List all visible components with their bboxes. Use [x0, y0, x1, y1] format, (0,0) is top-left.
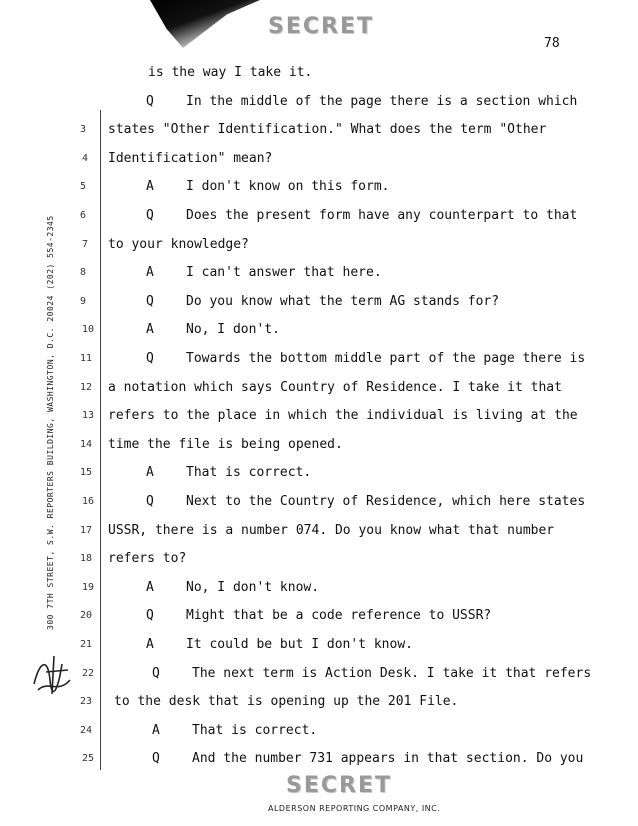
- speaker-label: A: [146, 637, 154, 652]
- transcript-line: refers to?: [108, 551, 187, 567]
- line-number: 13: [82, 410, 95, 422]
- transcript-line: I don't know on this form.: [186, 179, 390, 195]
- speaker-label: A: [146, 579, 154, 595]
- line-number: 20: [80, 610, 93, 622]
- line-number: 6: [80, 210, 87, 221]
- speaker-label: Q: [146, 208, 154, 223]
- line-number: 25: [82, 753, 95, 765]
- speaker-label: A: [146, 322, 154, 338]
- transcript-line: No, I don't.: [186, 322, 280, 338]
- transcript-line: Identification" mean?: [108, 150, 273, 166]
- speaker-label: Q: [146, 351, 154, 366]
- transcript-line: to your knowledge?: [108, 236, 249, 252]
- speaker-label: A: [146, 179, 154, 195]
- line-number: 24: [80, 724, 93, 736]
- line-number: 9: [80, 295, 87, 307]
- transcript-line: USSR, there is a number 074. Do you know what that number: [108, 522, 555, 538]
- scan-shadow: [150, 0, 260, 48]
- initials-signature-icon: [28, 650, 76, 698]
- transcript-line: No, I don't know.: [186, 579, 320, 595]
- transcript-line: It could be but I don't know.: [186, 637, 413, 652]
- classification-stamp-bottom: SECRET: [286, 773, 392, 798]
- line-number: 14: [80, 438, 93, 450]
- transcript-line: time the file is being opened.: [108, 436, 343, 452]
- speaker-label: Q: [146, 494, 154, 509]
- transcript-line: is the way I take it.: [148, 65, 313, 80]
- page-number: 78: [544, 36, 560, 51]
- reporter-address: 300 7TH STREET, S.W. REPORTERS BUILDING, WASHINGTON, D.C. 20024 (202) 554-2345: [46, 215, 55, 630]
- transcript-line: refers to the place in which the individual is living at the: [108, 408, 578, 424]
- speaker-label: Q: [146, 93, 154, 109]
- transcript-line: a notation which says Country of Residence. I take it that: [108, 379, 562, 395]
- transcript-line: Do you know what the term AG stands for?: [186, 293, 500, 309]
- classification-stamp-top: SECRET: [268, 14, 374, 39]
- transcript-line: That is correct.: [186, 465, 312, 481]
- transcript-line: That is correct.: [192, 722, 318, 738]
- line-number: 4: [82, 152, 89, 164]
- transcript-line: The next term is Action Desk. I take it that refers: [192, 665, 592, 681]
- line-number: 21: [80, 639, 93, 650]
- line-number: 10: [82, 324, 95, 336]
- line-number: 15: [80, 467, 93, 479]
- line-number: 8: [80, 267, 87, 279]
- speaker-label: Q: [152, 665, 160, 681]
- line-number: 18: [80, 553, 93, 565]
- transcript-line: states "Other Identification." What does the term "Other: [108, 122, 547, 138]
- line-number: 17: [80, 524, 93, 536]
- transcript-line: Towards the bottom middle part of the page there is: [186, 351, 586, 366]
- speaker-label: Q: [146, 293, 154, 309]
- line-number: 12: [80, 381, 93, 393]
- transcript-line: In the middle of the page there is a section which: [186, 93, 578, 109]
- speaker-label: A: [152, 722, 160, 738]
- line-number: 7: [82, 238, 89, 250]
- speaker-label: A: [146, 465, 154, 481]
- transcript-line: Does the present form have any counterpart to that: [186, 208, 578, 223]
- line-number: 19: [82, 581, 95, 593]
- speaker-label: Q: [146, 608, 154, 624]
- line-number: 3: [80, 124, 87, 136]
- line-number: 5: [80, 181, 87, 193]
- transcript-line: to the desk that is opening up the 201 File.: [114, 694, 459, 710]
- margin-rule: [100, 110, 101, 770]
- transcript-line: Next to the Country of Residence, which here states: [186, 494, 586, 509]
- transcript-line: And the number 731 appears in that section. Do you: [192, 751, 584, 767]
- transcript-line: I can't answer that here.: [186, 265, 382, 281]
- transcript-line: Might that be a code reference to USSR?: [186, 608, 492, 624]
- speaker-label: Q: [152, 751, 160, 767]
- line-number: 11: [80, 353, 93, 364]
- reporting-company-footer: ALDERSON REPORTING COMPANY, INC.: [268, 804, 441, 813]
- line-number: 16: [82, 496, 95, 507]
- line-number: 22: [82, 667, 95, 679]
- speaker-label: A: [146, 265, 154, 281]
- line-number: 23: [80, 696, 93, 708]
